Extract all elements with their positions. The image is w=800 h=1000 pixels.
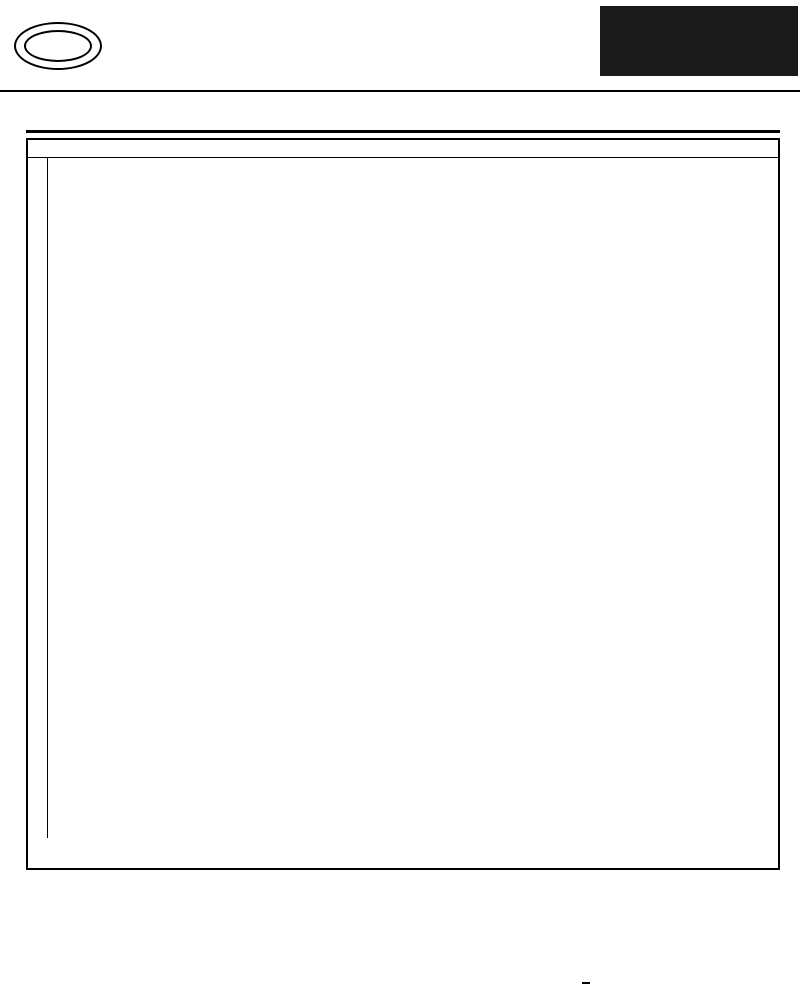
brand-banner — [600, 6, 798, 76]
section-badge — [582, 982, 590, 984]
table-header — [28, 140, 778, 158]
logo-ring-icon — [24, 30, 92, 62]
tour-schedule-table — [26, 138, 780, 870]
title-divider — [26, 130, 780, 133]
company-logo — [14, 22, 102, 70]
page-footer-bar — [360, 982, 800, 1000]
header — [0, 0, 800, 92]
region-label — [28, 158, 48, 838]
